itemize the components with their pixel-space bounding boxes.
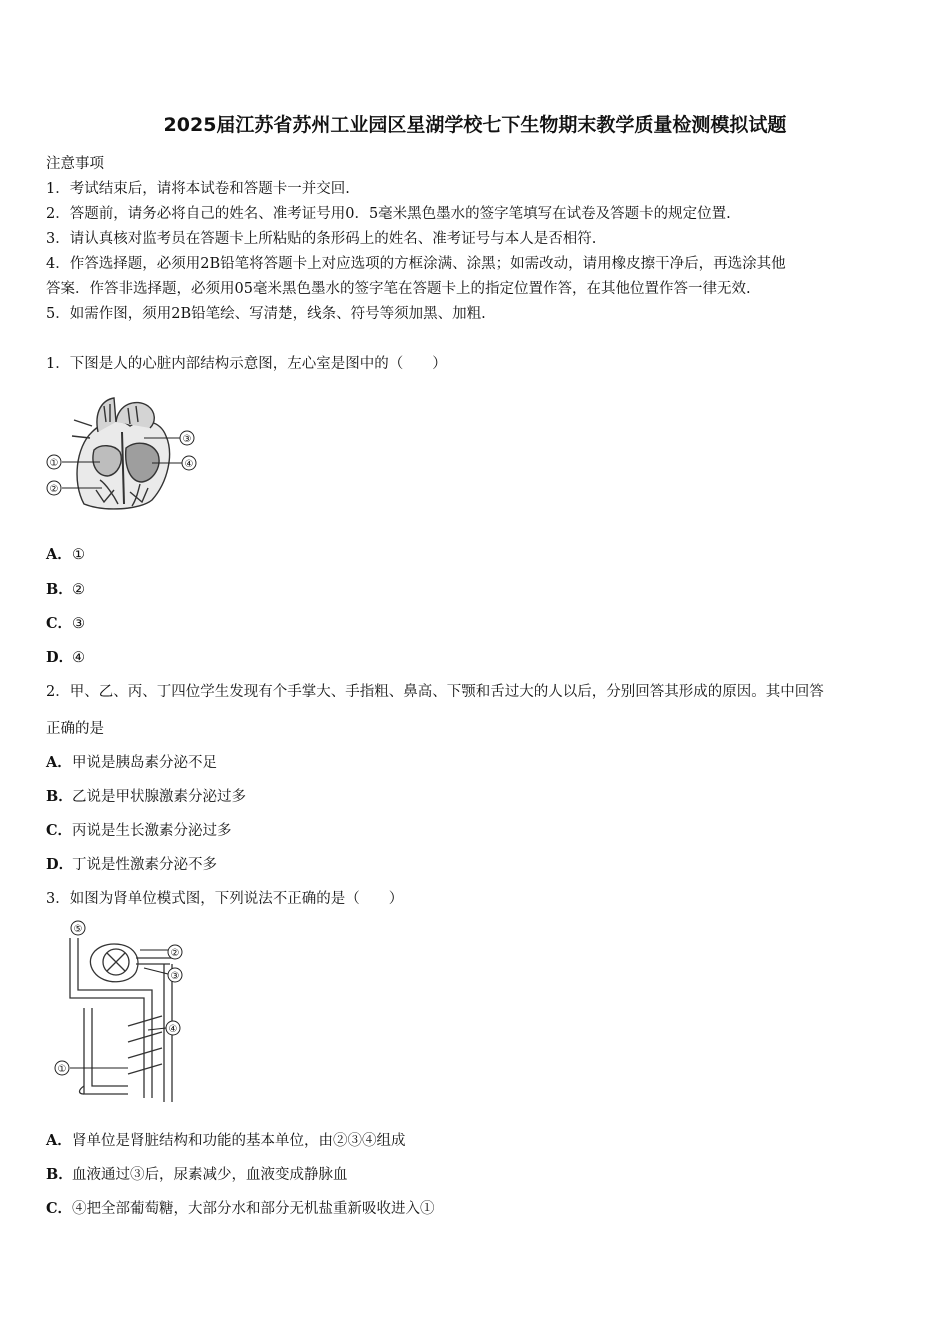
option-letter: B．: [46, 1166, 73, 1183]
option-text: 血液通过③后，尿素减少，血液变成静脉血: [72, 1167, 348, 1183]
nephron-label-4: ④: [168, 1024, 178, 1035]
note-item: 1．考试结束后，请将本试卷和答题卡一并交回.: [46, 181, 350, 197]
option-text: ①: [72, 547, 85, 563]
option-row[interactable]: [46, 751, 217, 772]
nephron-label-1: ①: [57, 1064, 67, 1075]
option-text: ②: [72, 582, 85, 598]
option-letter: D．: [46, 856, 74, 873]
note-item: 5．如需作图，须用2B铅笔绘、写清楚，线条、符号等须加黑、加粗.: [46, 306, 486, 322]
option-text: ④: [72, 650, 85, 666]
option-row[interactable]: [46, 819, 232, 840]
heart-label-2: ②: [49, 484, 59, 495]
option-text: 乙说是甲状腺激素分泌过多: [72, 789, 246, 805]
question-3-stem: 3．如图为肾单位模式图，下列说法不正确的是（ ）: [46, 891, 404, 907]
note-item: 4．作答选择题，必须用2B铅笔将答题卡上对应选项的方框涂满、涂黑；如需改动，请用橡皮擦干净后，再选涂其他: [46, 256, 786, 272]
option-letter: C．: [46, 822, 73, 839]
option-row[interactable]: [46, 578, 85, 599]
option-letter: C．: [46, 1200, 73, 1217]
option-row[interactable]: [46, 1197, 435, 1218]
question-1-stem: 1．下图是人的心脏内部结构示意图，左心室是图中的（ ）: [46, 356, 447, 372]
option-row[interactable]: [46, 785, 246, 806]
nephron-label-3: ③: [170, 971, 180, 982]
option-row[interactable]: [46, 543, 85, 564]
option-letter: B．: [46, 581, 73, 598]
heart-label-3: ③: [182, 434, 192, 445]
option-row[interactable]: [46, 612, 85, 633]
page-title: 2025届江苏省苏州工业园区星湖学校七下生物期末教学质量检测模拟试题: [163, 114, 787, 136]
option-letter: A．: [46, 546, 72, 563]
heart-label-4: ④: [184, 459, 194, 470]
nephron-label-2: ②: [170, 948, 180, 959]
option-text: 甲说是胰岛素分泌不足: [72, 755, 217, 771]
option-row[interactable]: [46, 1129, 406, 1150]
note-item: 2．答题前，请务必将自己的姓名、准考证号用0．5毫米黑色墨水的签字笔填写在试卷及答题卡的规定位置.: [46, 206, 731, 222]
note-item: 答案．作答非选择题，必须用05毫米黑色墨水的签字笔在答题卡上的指定位置作答，在其他位置作答一律无效.: [46, 281, 751, 297]
option-text: ④把全部葡萄糖，大部分水和部分无机盐重新吸收进入①: [72, 1201, 435, 1217]
option-letter: A．: [46, 754, 72, 771]
option-letter: D．: [46, 649, 74, 666]
note-item: 3．请认真核对监考员在答题卡上所粘贴的条形码上的姓名、准考证号与本人是否相符.: [46, 231, 597, 247]
option-row[interactable]: [46, 853, 217, 874]
nephron-diagram: [44, 918, 194, 1108]
option-row[interactable]: [46, 646, 85, 667]
option-letter: C．: [46, 615, 73, 632]
option-text: 丁说是性激素分泌不多: [72, 857, 217, 873]
heart-diagram: [44, 392, 204, 514]
option-text: 丙说是生长激素分泌过多: [72, 823, 232, 839]
option-row[interactable]: [46, 1163, 348, 1184]
option-text: 肾单位是肾脏结构和功能的基本单位，由②③④组成: [72, 1133, 406, 1149]
option-text: ③: [72, 616, 85, 632]
nephron-label-5: ⑤: [73, 924, 83, 935]
heart-label-1: ①: [49, 458, 59, 469]
option-letter: B．: [46, 788, 73, 805]
question-2-stem-cont: 正确的是: [46, 721, 104, 737]
notes-heading: 注意事项: [46, 156, 104, 172]
option-letter: A．: [46, 1132, 72, 1149]
question-2-stem: 2．甲、乙、丙、丁四位学生发现有个手掌大、手指粗、鼻高、下颚和舌过大的人以后，分别回答其形成的原因。其中回答: [46, 684, 824, 700]
